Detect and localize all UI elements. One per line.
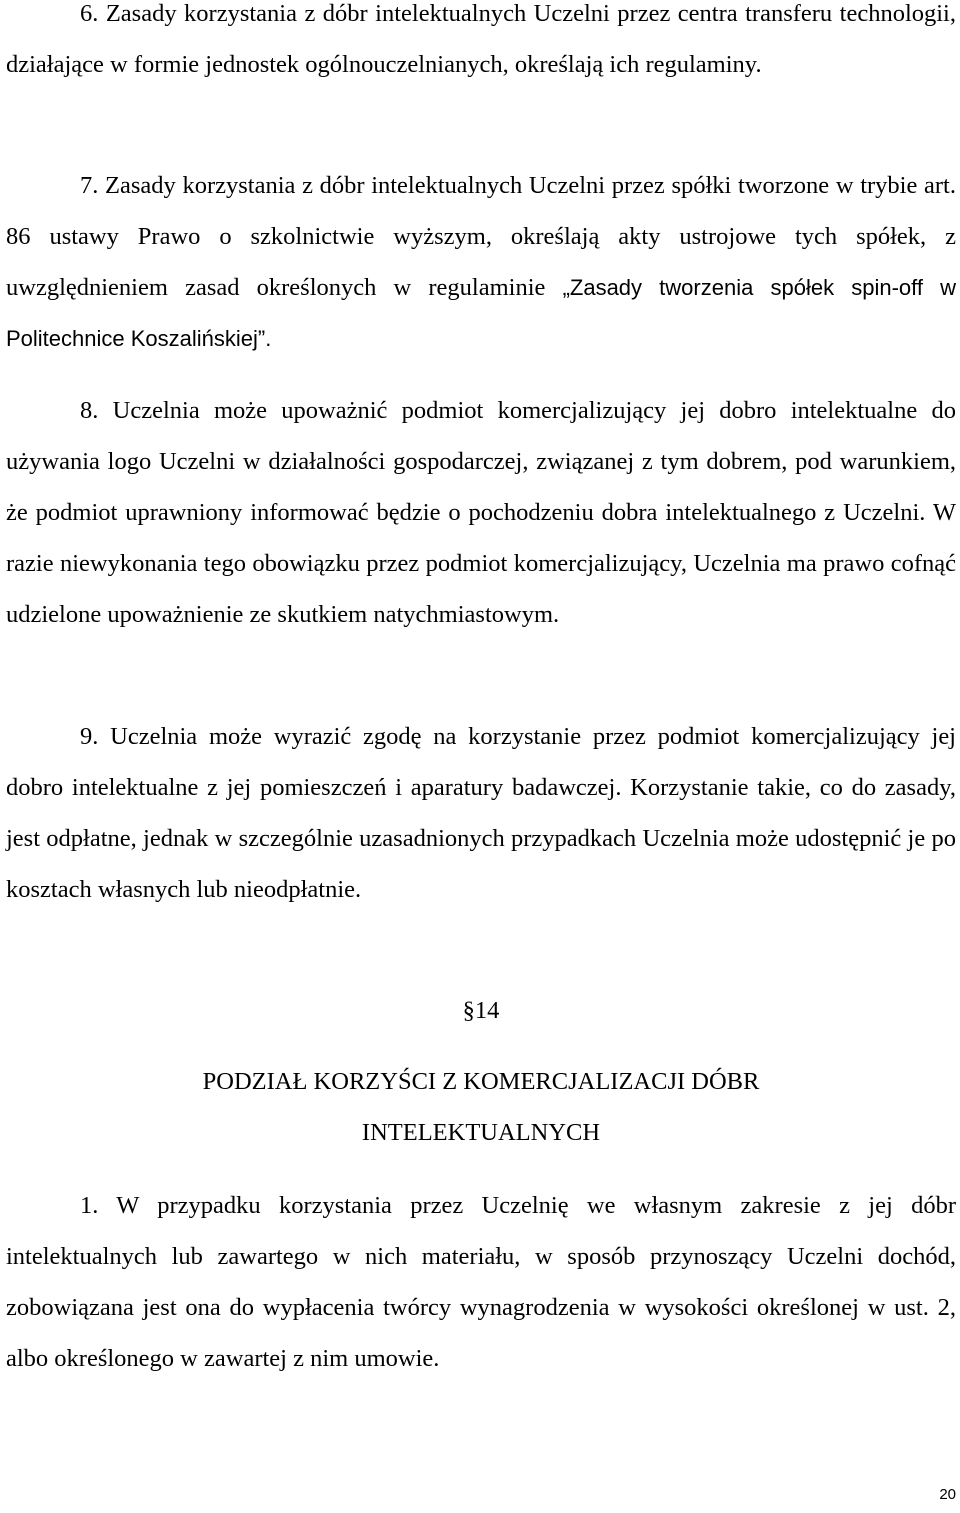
paragraph-6-text: 6. Zasady korzystania z dóbr intelektualnych Uczelni przez centra transferu technologii, działające w formie jednostek ogólnouczelnianych, określają ich regulaminy. bbox=[6, 0, 956, 78]
section-heading bbox=[6, 1056, 956, 1158]
paragraph-8 bbox=[6, 385, 956, 640]
section-paragraph-1-text: 1. W przypadku korzystania przez Uczelnię we własnym zakresie z jej dóbr intelektualnych lub zawartego w nich materiału, w sposób przynoszący Uczelni dochód, zobowiązana jest ona do wypłacenia twórcy wynagrodzenia w wysokości określonej w ust. 2, albo określonego w zawartej z nim umowie. bbox=[6, 1192, 956, 1372]
section-paragraph-1 bbox=[6, 1180, 956, 1384]
paragraph-8-text: 8. Uczelnia może upoważnić podmiot komercjalizujący jej dobro intelektualne do używania logo Uczelni w działalności gospodarczej, związanej z tym dobrem, pod warunkiem, że podmiot uprawniony informować będzie o pochodzeniu dobra intelektualnego z Uczelni. W razie niewykonania tego obowiązku przez podmiot komercjalizujący, Uczelnia ma prawo cofnąć udzielone upoważnienie ze skutkiem natychmiastowym. bbox=[6, 397, 956, 628]
paragraph-7 bbox=[6, 160, 956, 364]
page-number: 20 bbox=[939, 1486, 956, 1503]
section-mark bbox=[6, 985, 956, 1036]
paragraph-6 bbox=[6, 0, 956, 90]
paragraph-9 bbox=[6, 711, 956, 915]
section-title-text: PODZIAŁ KORZYŚCI Z KOMERCJALIZACJI DÓBR INTELEKTUALNYCH bbox=[202, 1068, 760, 1146]
paragraph-9-text: 9. Uczelnia może wyrazić zgodę na korzystanie przez podmiot komercjalizujący jej dobro intelektualne z jej pomieszczeń i aparatury badawczej. Korzystanie takie, co do zasady, jest odpłatne, jednak w szczególnie uzasadnionych przypadkach Uczelnia może udostępnić je po kosztach własnych lub nieodpłatnie. bbox=[6, 723, 956, 903]
paragraph-7-quoted-title: „Zasady tworzenia spółek spin-off w Politechnice Koszalińskiej”. bbox=[6, 275, 956, 351]
section-number: §14 bbox=[462, 997, 500, 1024]
paragraph-7-text: 7. Zasady korzystania z dóbr intelektualnych Uczelni przez spółki tworzone w trybie art. 86 ustawy Prawo o szkolnictwie wyższym, określają akty ustrojowe tych spółek, z uwzględnieniem zasad określonych w regulaminie bbox=[6, 172, 956, 301]
